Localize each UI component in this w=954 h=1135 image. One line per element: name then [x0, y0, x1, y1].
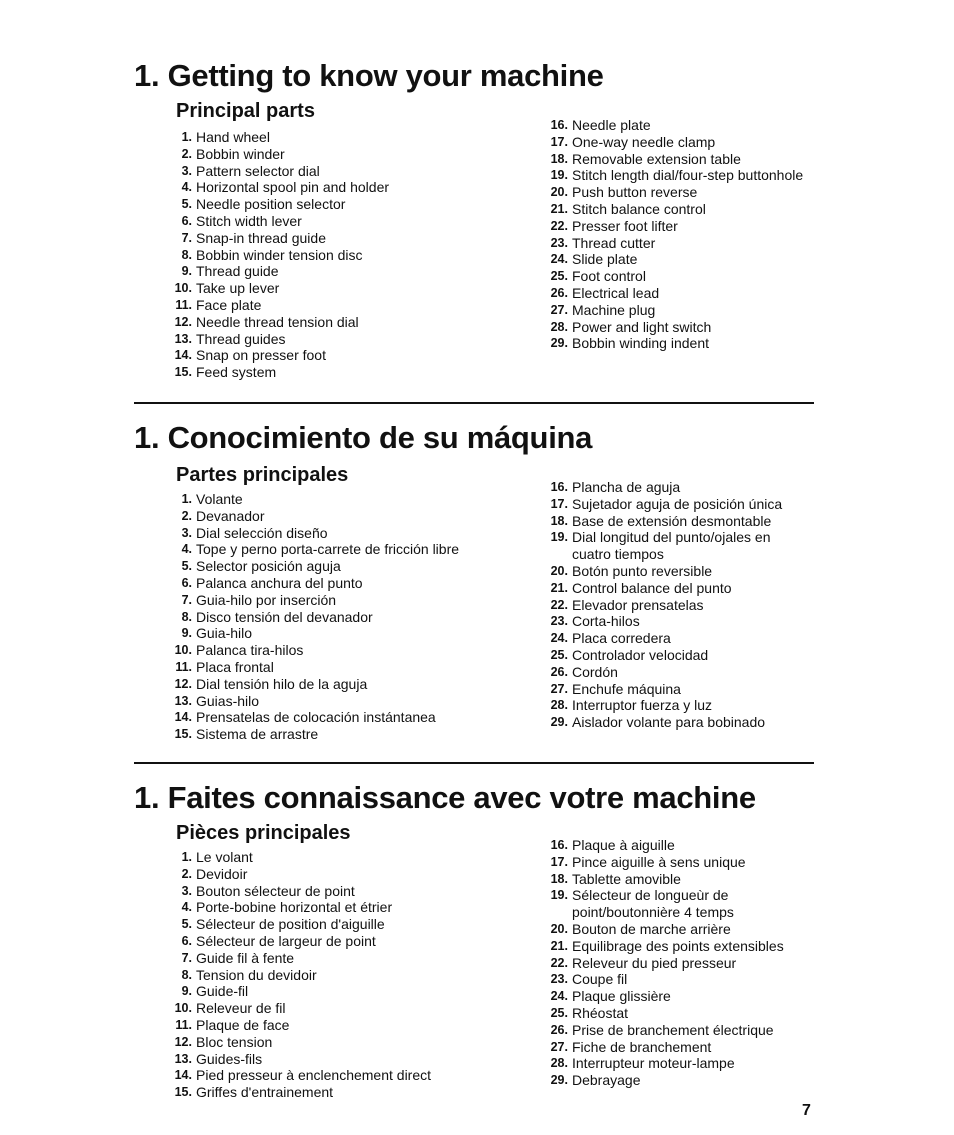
item-label: Releveur de fil — [196, 1000, 286, 1017]
item-number: 18. — [550, 871, 568, 886]
item-number: 2. — [181, 146, 192, 161]
item-number: 7. — [181, 950, 192, 965]
list-item — [546, 580, 812, 597]
item-label: One-way needle clamp — [572, 133, 716, 150]
list-item — [546, 563, 812, 580]
item-number: 27. — [550, 302, 568, 317]
item-label: Face plate — [196, 296, 262, 313]
item-number: 9. — [181, 626, 192, 641]
list-item — [170, 230, 389, 247]
list-item — [170, 196, 389, 213]
item-label: Plaque de face — [196, 1016, 290, 1033]
item-label: Guia-hilo — [196, 625, 253, 642]
item-number: 7. — [181, 592, 192, 607]
list-item — [170, 625, 459, 642]
item-number: 24. — [550, 631, 568, 646]
item-number: 16. — [550, 838, 568, 852]
item-label: Sélecteur de position d'aiguille — [196, 916, 385, 933]
item-number: 7. — [181, 230, 192, 245]
item-number: 15. — [174, 727, 192, 742]
list-item — [546, 1039, 812, 1056]
item-label: Horizontal spool pin and holder — [196, 179, 390, 196]
section-title-spanish: 1. Conocimiento de su máquina — [134, 420, 593, 455]
item-label: Placa frontal — [196, 658, 274, 675]
list-item — [546, 597, 812, 614]
item-label: Enchufe máquina — [572, 680, 681, 697]
item-number: 4. — [181, 180, 192, 195]
item-label: Bouton sélecteur de point — [196, 882, 355, 899]
section-subtitle-english: Principal parts — [176, 100, 315, 122]
list-item — [546, 201, 812, 218]
item-number: 18. — [550, 513, 568, 528]
list-item — [546, 167, 812, 184]
item-label: Cordón — [572, 663, 618, 680]
item-number: 9. — [181, 264, 192, 279]
item-number: 12. — [174, 1034, 192, 1049]
item-number: 10. — [174, 1001, 192, 1016]
item-label: Debrayage — [572, 1072, 641, 1089]
list-item — [170, 213, 389, 230]
item-number: 27. — [550, 1039, 568, 1054]
list-item — [546, 971, 812, 988]
list-item — [546, 1055, 812, 1072]
item-number: 26. — [550, 664, 568, 679]
item-number: 11. — [175, 297, 192, 312]
list-item — [170, 558, 459, 575]
item-number: 14. — [174, 1068, 192, 1083]
list-item — [170, 933, 431, 950]
item-label: Controlador velocidad — [572, 646, 709, 663]
item-label: Devanador — [196, 507, 265, 524]
list-item — [170, 280, 389, 297]
item-label: Snap on presser foot — [196, 347, 326, 364]
list-item — [546, 1072, 812, 1089]
item-number: 1. — [181, 850, 192, 864]
item-number: 28. — [550, 319, 568, 334]
list-item — [170, 967, 431, 984]
list-item — [170, 916, 431, 933]
list-item — [170, 575, 459, 592]
item-number: 25. — [550, 647, 568, 662]
item-number: 3. — [181, 163, 192, 178]
item-number: 15. — [174, 1085, 192, 1100]
item-label: Needle position selector — [196, 196, 346, 213]
parts-list-french-left — [170, 849, 431, 1101]
list-item — [170, 1051, 431, 1068]
item-number: 1. — [181, 492, 192, 506]
list-item — [170, 129, 389, 146]
item-number: 14. — [174, 710, 192, 725]
list-item — [546, 184, 812, 201]
item-number: 16. — [550, 118, 568, 132]
item-number: 27. — [550, 681, 568, 696]
item-label: Thread cutter — [572, 234, 656, 251]
item-label: Bobbin winder — [196, 145, 285, 162]
item-number: 17. — [550, 496, 568, 511]
item-number: 21. — [550, 938, 568, 953]
item-label: Guide fil à fente — [196, 949, 295, 966]
item-label: Placa corredera — [572, 630, 671, 647]
list-item — [170, 263, 389, 280]
list-item — [546, 479, 812, 496]
list-item — [170, 1000, 431, 1017]
item-label: Power and light switch — [572, 318, 712, 335]
item-number: 29. — [550, 1073, 568, 1088]
item-number: 29. — [550, 715, 568, 730]
list-item — [170, 331, 389, 348]
item-number: 22. — [550, 955, 568, 970]
section-subtitle-spanish: Partes principales — [176, 464, 349, 486]
item-number: 12. — [174, 314, 192, 329]
item-number: 23. — [550, 972, 568, 987]
item-label: Coupe fil — [572, 971, 628, 988]
item-label: Slide plate — [572, 251, 638, 268]
item-number: 26. — [550, 1022, 568, 1037]
list-item — [170, 883, 431, 900]
list-item — [170, 693, 459, 710]
list-item — [170, 541, 459, 558]
list-item — [546, 302, 812, 319]
list-item — [546, 251, 812, 268]
item-number: 5. — [181, 917, 192, 932]
item-label: Interrupteur moteur-lampe — [572, 1055, 735, 1072]
item-number: 28. — [550, 1056, 568, 1071]
item-number: 9. — [181, 984, 192, 999]
item-label: Guia-hilo por inserción — [196, 591, 337, 608]
list-item — [170, 525, 459, 542]
item-label: Machine plug — [572, 301, 656, 318]
item-label: Sistema de arrastre — [196, 726, 319, 743]
list-item — [170, 642, 459, 659]
item-number: 16. — [550, 480, 568, 494]
list-item — [546, 887, 812, 921]
list-item — [170, 491, 459, 508]
item-number: 6. — [181, 575, 192, 590]
item-number: 10. — [174, 643, 192, 658]
list-item — [546, 714, 812, 731]
list-item — [546, 647, 812, 664]
item-number: 15. — [174, 365, 192, 380]
item-label: Griffes d'entrainement — [196, 1084, 334, 1101]
item-number: 26. — [550, 285, 568, 300]
item-number: 2. — [181, 866, 192, 881]
item-number: 25. — [550, 1005, 568, 1020]
list-item — [546, 335, 812, 352]
list-item — [546, 921, 812, 938]
list-item — [170, 179, 389, 196]
item-label: Foot control — [572, 268, 646, 285]
item-label: Plaque glissière — [572, 988, 671, 1005]
list-item — [170, 1017, 431, 1034]
parts-list-english-left — [170, 129, 389, 381]
item-number: 19. — [550, 168, 568, 183]
list-item — [170, 146, 389, 163]
item-label: Volante — [196, 491, 243, 507]
item-number: 21. — [550, 580, 568, 595]
item-label: Guias-hilo — [196, 692, 260, 709]
list-item — [170, 983, 431, 1000]
list-item — [546, 1022, 812, 1039]
item-label: Pince aiguille à sens unique — [572, 853, 746, 870]
list-item — [170, 609, 459, 626]
list-item — [170, 709, 459, 726]
item-number: 23. — [550, 614, 568, 629]
list-item — [546, 235, 812, 252]
item-label: Plaque à aiguille — [572, 837, 675, 853]
item-label: Hand wheel — [196, 129, 270, 145]
list-item — [546, 988, 812, 1005]
list-item — [546, 134, 812, 151]
section-title-english: 1. Getting to know your machine — [134, 58, 604, 93]
item-number: 14. — [174, 348, 192, 363]
item-number: 22. — [550, 218, 568, 233]
section-divider — [134, 402, 814, 404]
item-number: 20. — [550, 921, 568, 936]
item-label: Dial tensión hilo de la aguja — [196, 675, 368, 692]
item-number: 4. — [181, 900, 192, 915]
item-label: Selector posición aguja — [196, 558, 341, 575]
item-number: 8. — [181, 247, 192, 262]
item-number: 11. — [175, 659, 192, 674]
item-label: Tablette amovible — [572, 870, 681, 887]
list-item — [170, 1034, 431, 1051]
item-number: 3. — [181, 883, 192, 898]
item-label: Pied presseur à enclenchement direct — [196, 1067, 432, 1084]
item-number: 20. — [550, 185, 568, 200]
item-number: 12. — [174, 676, 192, 691]
item-number: 18. — [550, 151, 568, 166]
item-number: 21. — [550, 201, 568, 216]
item-label: Removable extension table — [572, 150, 741, 167]
list-item — [546, 938, 812, 955]
item-label: Dial longitud del punto/ojales en cuatro tiempos — [572, 529, 771, 563]
list-item — [546, 630, 812, 647]
list-item — [170, 866, 431, 883]
parts-list-english-right — [546, 117, 812, 352]
item-number: 19. — [550, 530, 568, 545]
item-label: Guides-fils — [196, 1050, 263, 1067]
item-number: 6. — [181, 933, 192, 948]
list-item — [170, 163, 389, 180]
item-label: Guide-fil — [196, 983, 249, 1000]
item-label: Electrical lead — [572, 284, 660, 301]
item-label: Thread guides — [196, 330, 286, 347]
item-label: Bobbin winding indent — [572, 335, 709, 352]
list-item — [170, 950, 431, 967]
list-item — [170, 1067, 431, 1084]
page-number: 7 — [802, 1102, 811, 1119]
item-number: 17. — [550, 854, 568, 869]
list-item — [170, 849, 431, 866]
item-label: Bobbin winder tension disc — [196, 246, 363, 263]
item-number: 19. — [550, 888, 568, 903]
item-label: Push button reverse — [572, 184, 698, 201]
list-item — [170, 726, 459, 743]
item-label: Elevador prensatelas — [572, 596, 704, 613]
item-number: 1. — [181, 130, 192, 144]
section-title-french: 1. Faites connaissance avec votre machine — [134, 780, 756, 815]
item-number: 28. — [550, 698, 568, 713]
item-label: Base de extensión desmontable — [572, 512, 772, 529]
list-item — [546, 319, 812, 336]
item-label: Equilibrage des points extensibles — [572, 937, 784, 954]
item-label: Stitch width lever — [196, 212, 302, 229]
item-number: 6. — [181, 213, 192, 228]
list-item — [170, 347, 389, 364]
item-label: Bouton de marche arrière — [572, 920, 731, 937]
list-item — [546, 1005, 812, 1022]
list-item — [546, 697, 812, 714]
list-item — [546, 218, 812, 235]
item-label: Disco tensión del devanador — [196, 608, 373, 625]
item-number: 23. — [550, 235, 568, 250]
item-label: Pattern selector dial — [196, 162, 320, 179]
list-item — [170, 297, 389, 314]
list-item — [546, 117, 812, 134]
item-label: Needle plate — [572, 117, 651, 133]
item-number: 25. — [550, 269, 568, 284]
item-number: 5. — [181, 559, 192, 574]
item-label: Needle thread tension dial — [196, 313, 359, 330]
item-number: 13. — [174, 1051, 192, 1066]
item-number: 20. — [550, 563, 568, 578]
item-label: Palanca anchura del punto — [196, 574, 363, 591]
item-label: Dial selección diseño — [196, 524, 328, 541]
item-label: Tension du devidoir — [196, 966, 317, 983]
list-item — [546, 955, 812, 972]
item-label: Bloc tension — [196, 1033, 273, 1050]
item-label: Aislador volante para bobinado — [572, 714, 766, 731]
item-label: Stitch length dial/four-step buttonhole — [572, 167, 804, 184]
item-number: 24. — [550, 989, 568, 1004]
item-number: 4. — [181, 542, 192, 557]
list-item — [546, 529, 812, 563]
item-label: Prise de branchement électrique — [572, 1021, 774, 1038]
list-item — [546, 871, 812, 888]
list-item — [546, 681, 812, 698]
parts-list-french-right — [546, 837, 812, 1089]
item-label: Plancha de aguja — [572, 479, 681, 495]
item-label: Interruptor fuerza y luz — [572, 697, 713, 714]
item-number: 8. — [181, 609, 192, 624]
item-label: Thread guide — [196, 263, 279, 280]
item-number: 10. — [174, 281, 192, 296]
item-label: Sélecteur de largeur de point — [196, 932, 376, 949]
list-item — [170, 899, 431, 916]
item-label: Corta-hilos — [572, 613, 640, 630]
item-label: Take up lever — [196, 280, 280, 297]
list-item — [170, 247, 389, 264]
item-label: Porte-bobine horizontal et étrier — [196, 899, 393, 916]
item-label: Prensatelas de colocación instántanea — [196, 709, 436, 726]
item-number: 13. — [174, 331, 192, 346]
list-item — [170, 314, 389, 331]
list-item — [546, 285, 812, 302]
item-label: Sujetador aguja de posición única — [572, 495, 783, 512]
item-number: 17. — [550, 134, 568, 149]
item-number: 24. — [550, 252, 568, 267]
section-divider — [134, 762, 814, 764]
item-number: 5. — [181, 197, 192, 212]
item-number: 29. — [550, 336, 568, 351]
list-item — [170, 1084, 431, 1101]
item-label: Fiche de branchement — [572, 1038, 712, 1055]
list-item — [546, 664, 812, 681]
list-item — [170, 659, 459, 676]
item-label: Rhéostat — [572, 1004, 629, 1021]
item-number: 3. — [181, 525, 192, 540]
list-item — [170, 592, 459, 609]
list-item — [170, 364, 389, 381]
item-number: 11. — [175, 1017, 192, 1032]
item-label: Feed system — [196, 364, 277, 381]
list-item — [170, 676, 459, 693]
item-label: Le volant — [196, 849, 253, 865]
list-item — [546, 854, 812, 871]
item-label: Presser foot lifter — [572, 217, 678, 234]
item-label: Sélecteur de longueùr de point/boutonnière 4 temps — [572, 887, 734, 921]
list-item — [170, 508, 459, 525]
list-item — [546, 151, 812, 168]
item-label: Releveur du pied presseur — [572, 954, 737, 971]
item-label: Stitch balance control — [572, 200, 706, 217]
item-label: Devidoir — [196, 865, 248, 882]
item-number: 8. — [181, 967, 192, 982]
section-subtitle-french: Pièces principales — [176, 822, 351, 844]
item-label: Botón punto reversible — [572, 562, 713, 579]
list-item — [546, 613, 812, 630]
list-item — [546, 837, 812, 854]
item-label: Palanca tira-hilos — [196, 642, 304, 659]
list-item — [546, 268, 812, 285]
parts-list-spanish-left — [170, 491, 459, 743]
item-number: 22. — [550, 597, 568, 612]
parts-list-spanish-right — [546, 479, 812, 731]
item-number: 13. — [174, 693, 192, 708]
item-label: Control balance del punto — [572, 579, 732, 596]
item-label: Tope y perno porta-carrete de fricción libre — [196, 541, 460, 558]
list-item — [546, 513, 812, 530]
item-number: 2. — [181, 508, 192, 523]
item-label: Snap-in thread guide — [196, 229, 326, 246]
list-item — [546, 496, 812, 513]
